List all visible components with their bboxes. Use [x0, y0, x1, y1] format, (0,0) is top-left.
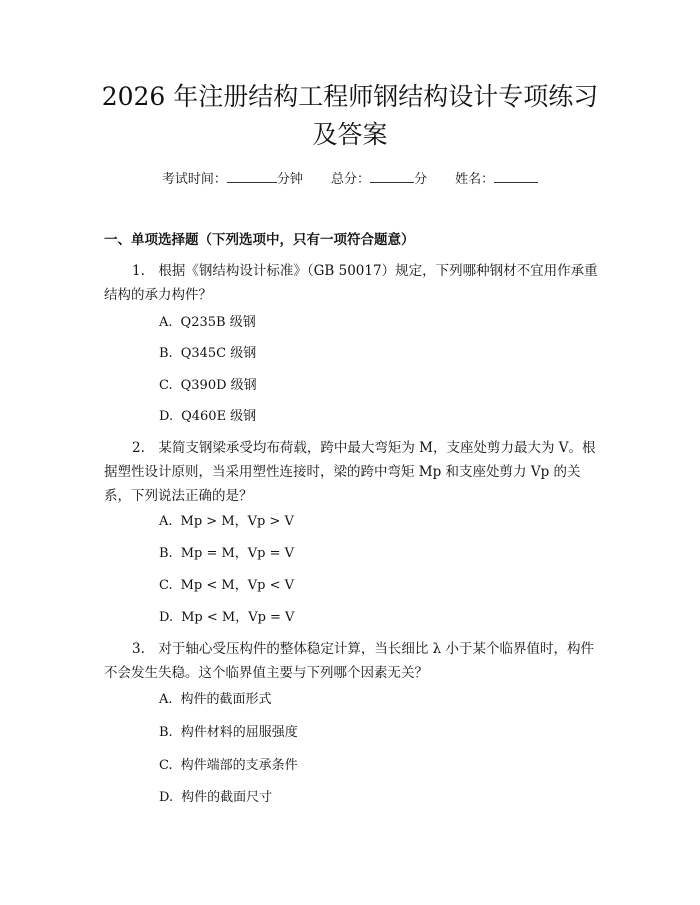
question-2: 2. 某简支钢梁承受均布荷载，跨中最大弯矩为 M，支座处剪力最大为 V。根据塑性设计原则，当采用塑性连接时，梁的跨中弯矩 Mp 和支座处剪力 Vp 的关系，下列说法正确的是？	[104, 440, 596, 504]
exam-score	[331, 172, 431, 187]
question-1-option-d: D. Q460E 级钢	[159, 409, 257, 424]
exam-time-unit: 分钟	[276, 172, 303, 187]
exam-time-blank	[227, 169, 277, 183]
exam-time	[162, 172, 307, 187]
question-3: 3. 对于轴心受压构件的整体稳定计算，当长细比 λ 小于某个临界值时，构件不会发生失稳。这个临界值主要与下列哪个因素无关？	[104, 641, 595, 681]
title-line-1: 2026 年注册结构工程师钢结构设计专项练习	[101, 82, 599, 111]
exam-score-unit: 分	[414, 172, 428, 187]
exam-time-label: 考试时间：	[161, 172, 227, 187]
question-2-option-c: C. Mp < M，Vp < V	[159, 578, 294, 593]
question-1: 1. 根据《钢结构设计标准》（GB 50017）规定，下列哪种钢材不宜用作承重结构的承力构件？	[104, 263, 598, 303]
question-1-option-c: C. Q390D 级钢	[159, 378, 257, 393]
exam-info-line	[0, 169, 700, 190]
question-3-option-a: A. 构件的截面形式	[159, 692, 272, 707]
question-2-option-a: A. Mp > M，Vp > V	[159, 514, 294, 529]
document-title	[80, 78, 620, 154]
exam-score-label: 总分：	[330, 172, 370, 187]
exam-name-label: 姓名：	[455, 172, 495, 187]
exam-name	[455, 172, 538, 187]
question-3-option-c: C. 构件端部的支承条件	[159, 758, 298, 773]
question-1-option-b: B. Q345C 级钢	[159, 346, 257, 361]
section-title: 一、单项选择题（下列选项中，只有一项符合题意）	[104, 232, 415, 248]
title-line-2: 及答案	[312, 120, 388, 149]
question-2-option-d: D. Mp < M，Vp = V	[159, 610, 295, 625]
exam-name-blank	[494, 169, 538, 183]
exam-score-blank	[370, 169, 414, 183]
question-1-option-a: A. Q235B 级钢	[159, 315, 256, 330]
question-2-option-b: B. Mp = M，Vp = V	[159, 546, 295, 561]
question-3-option-d: D. 构件的截面尺寸	[159, 790, 273, 805]
question-3-option-b: B. 构件材料的屈服强度	[159, 725, 298, 740]
